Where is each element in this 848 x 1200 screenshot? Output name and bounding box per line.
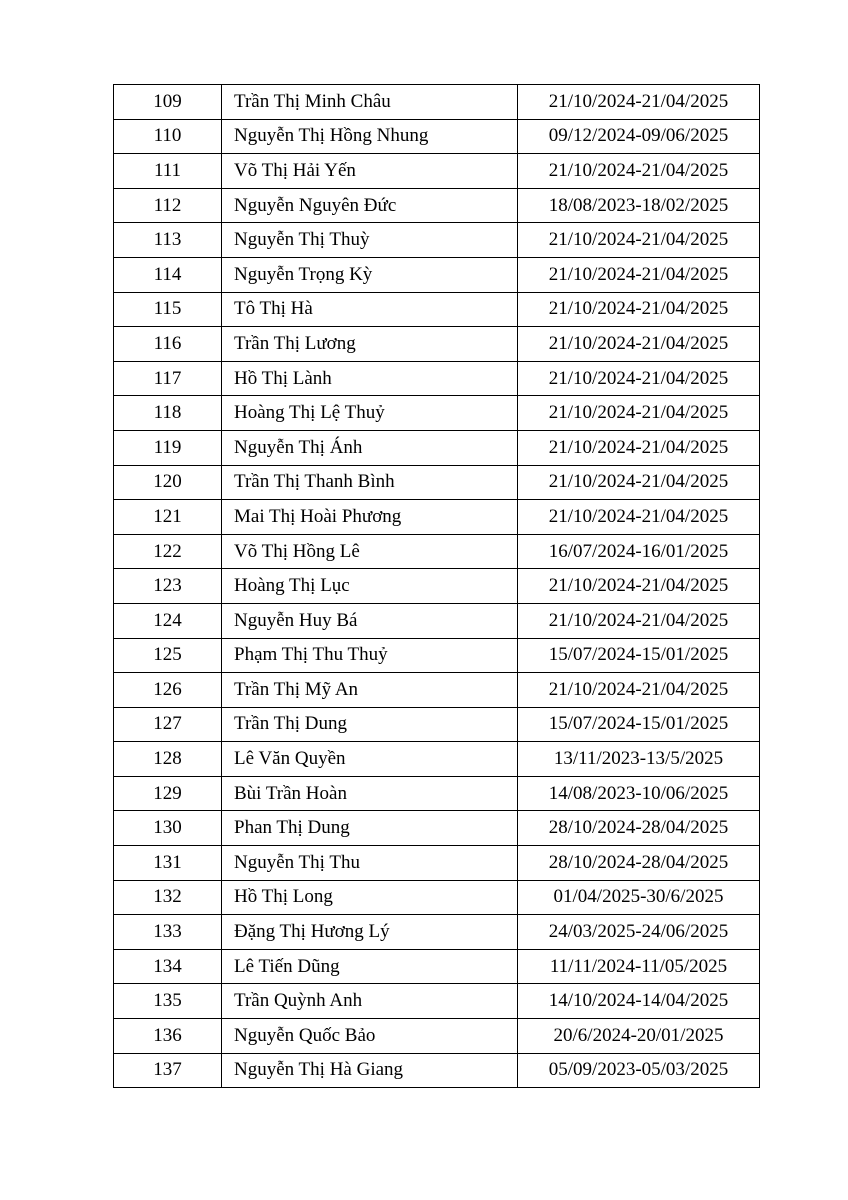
records-table-body	[114, 85, 760, 1088]
date-range-cell: 28/10/2024-28/04/2025	[518, 846, 760, 881]
row-number-cell: 136	[114, 1019, 222, 1054]
table-row	[114, 776, 760, 811]
row-number-cell: 120	[114, 465, 222, 500]
row-number-cell: 133	[114, 915, 222, 950]
row-number-cell: 110	[114, 119, 222, 154]
person-name-cell: Lê Tiến Dũng	[222, 949, 518, 984]
person-name-cell: Lê Văn Quyền	[222, 742, 518, 777]
person-name-cell: Phạm Thị Thu Thuỷ	[222, 638, 518, 673]
table-row	[114, 257, 760, 292]
table-row	[114, 707, 760, 742]
person-name-cell: Nguyễn Thị Thu	[222, 846, 518, 881]
table-row	[114, 984, 760, 1019]
date-range-cell: 21/10/2024-21/04/2025	[518, 154, 760, 189]
row-number-cell: 119	[114, 430, 222, 465]
records-table	[113, 84, 760, 1088]
table-row	[114, 327, 760, 362]
row-number-cell: 111	[114, 154, 222, 189]
row-number-cell: 113	[114, 223, 222, 258]
table-row	[114, 188, 760, 223]
person-name-cell: Trần Thị Dung	[222, 707, 518, 742]
row-number-cell: 132	[114, 880, 222, 915]
date-range-cell: 21/10/2024-21/04/2025	[518, 603, 760, 638]
row-number-cell: 118	[114, 396, 222, 431]
row-number-cell: 134	[114, 949, 222, 984]
row-number-cell: 123	[114, 569, 222, 604]
row-number-cell: 130	[114, 811, 222, 846]
date-range-cell: 21/10/2024-21/04/2025	[518, 396, 760, 431]
person-name-cell: Võ Thị Hải Yến	[222, 154, 518, 189]
person-name-cell: Nguyễn Thị Thuỳ	[222, 223, 518, 258]
person-name-cell: Nguyễn Thị Ánh	[222, 430, 518, 465]
date-range-cell: 20/6/2024-20/01/2025	[518, 1019, 760, 1054]
person-name-cell: Bùi Trần Hoàn	[222, 776, 518, 811]
person-name-cell: Tô Thị Hà	[222, 292, 518, 327]
person-name-cell: Mai Thị Hoài Phương	[222, 500, 518, 535]
person-name-cell: Hoàng Thị Lục	[222, 569, 518, 604]
row-number-cell: 128	[114, 742, 222, 777]
date-range-cell: 11/11/2024-11/05/2025	[518, 949, 760, 984]
table-row	[114, 500, 760, 535]
row-number-cell: 127	[114, 707, 222, 742]
person-name-cell: Nguyễn Nguyên Đức	[222, 188, 518, 223]
table-row	[114, 915, 760, 950]
date-range-cell: 16/07/2024-16/01/2025	[518, 534, 760, 569]
date-range-cell: 21/10/2024-21/04/2025	[518, 292, 760, 327]
row-number-cell: 121	[114, 500, 222, 535]
date-range-cell: 21/10/2024-21/04/2025	[518, 465, 760, 500]
table-row	[114, 742, 760, 777]
row-number-cell: 131	[114, 846, 222, 881]
table-row	[114, 638, 760, 673]
table-row	[114, 603, 760, 638]
date-range-cell: 15/07/2024-15/01/2025	[518, 638, 760, 673]
date-range-cell: 21/10/2024-21/04/2025	[518, 257, 760, 292]
row-number-cell: 125	[114, 638, 222, 673]
table-row	[114, 673, 760, 708]
person-name-cell: Trần Thị Mỹ An	[222, 673, 518, 708]
person-name-cell: Hồ Thị Lành	[222, 361, 518, 396]
date-range-cell: 21/10/2024-21/04/2025	[518, 327, 760, 362]
date-range-cell: 21/10/2024-21/04/2025	[518, 85, 760, 120]
row-number-cell: 126	[114, 673, 222, 708]
row-number-cell: 115	[114, 292, 222, 327]
person-name-cell: Võ Thị Hồng Lê	[222, 534, 518, 569]
person-name-cell: Nguyễn Huy Bá	[222, 603, 518, 638]
date-range-cell: 21/10/2024-21/04/2025	[518, 673, 760, 708]
date-range-cell: 14/10/2024-14/04/2025	[518, 984, 760, 1019]
date-range-cell: 14/08/2023-10/06/2025	[518, 776, 760, 811]
person-name-cell: Nguyễn Quốc Bảo	[222, 1019, 518, 1054]
person-name-cell: Trần Thị Thanh Bình	[222, 465, 518, 500]
date-range-cell: 01/04/2025-30/6/2025	[518, 880, 760, 915]
row-number-cell: 114	[114, 257, 222, 292]
date-range-cell: 15/07/2024-15/01/2025	[518, 707, 760, 742]
person-name-cell: Trần Quỳnh Anh	[222, 984, 518, 1019]
person-name-cell: Nguyễn Trọng Kỳ	[222, 257, 518, 292]
date-range-cell: 21/10/2024-21/04/2025	[518, 500, 760, 535]
table-row	[114, 119, 760, 154]
date-range-cell: 05/09/2023-05/03/2025	[518, 1053, 760, 1088]
date-range-cell: 21/10/2024-21/04/2025	[518, 430, 760, 465]
table-row	[114, 292, 760, 327]
table-row	[114, 396, 760, 431]
date-range-cell: 09/12/2024-09/06/2025	[518, 119, 760, 154]
person-name-cell: Phan Thị Dung	[222, 811, 518, 846]
date-range-cell: 21/10/2024-21/04/2025	[518, 223, 760, 258]
table-row	[114, 569, 760, 604]
row-number-cell: 117	[114, 361, 222, 396]
date-range-cell: 24/03/2025-24/06/2025	[518, 915, 760, 950]
table-row	[114, 223, 760, 258]
table-row	[114, 154, 760, 189]
table-row	[114, 1019, 760, 1054]
row-number-cell: 129	[114, 776, 222, 811]
row-number-cell: 137	[114, 1053, 222, 1088]
table-row	[114, 85, 760, 120]
row-number-cell: 124	[114, 603, 222, 638]
date-range-cell: 21/10/2024-21/04/2025	[518, 361, 760, 396]
table-row	[114, 534, 760, 569]
table-row	[114, 811, 760, 846]
date-range-cell: 21/10/2024-21/04/2025	[518, 569, 760, 604]
date-range-cell: 13/11/2023-13/5/2025	[518, 742, 760, 777]
table-row	[114, 361, 760, 396]
table-row	[114, 880, 760, 915]
person-name-cell: Nguyễn Thị Hồng Nhung	[222, 119, 518, 154]
row-number-cell: 135	[114, 984, 222, 1019]
table-row	[114, 846, 760, 881]
row-number-cell: 109	[114, 85, 222, 120]
table-row	[114, 430, 760, 465]
person-name-cell: Đặng Thị Hương Lý	[222, 915, 518, 950]
person-name-cell: Nguyễn Thị Hà Giang	[222, 1053, 518, 1088]
person-name-cell: Trần Thị Lương	[222, 327, 518, 362]
date-range-cell: 18/08/2023-18/02/2025	[518, 188, 760, 223]
table-row	[114, 465, 760, 500]
person-name-cell: Trần Thị Minh Châu	[222, 85, 518, 120]
row-number-cell: 116	[114, 327, 222, 362]
row-number-cell: 112	[114, 188, 222, 223]
table-row	[114, 949, 760, 984]
table-row	[114, 1053, 760, 1088]
row-number-cell: 122	[114, 534, 222, 569]
person-name-cell: Hoàng Thị Lệ Thuỷ	[222, 396, 518, 431]
person-name-cell: Hồ Thị Long	[222, 880, 518, 915]
date-range-cell: 28/10/2024-28/04/2025	[518, 811, 760, 846]
